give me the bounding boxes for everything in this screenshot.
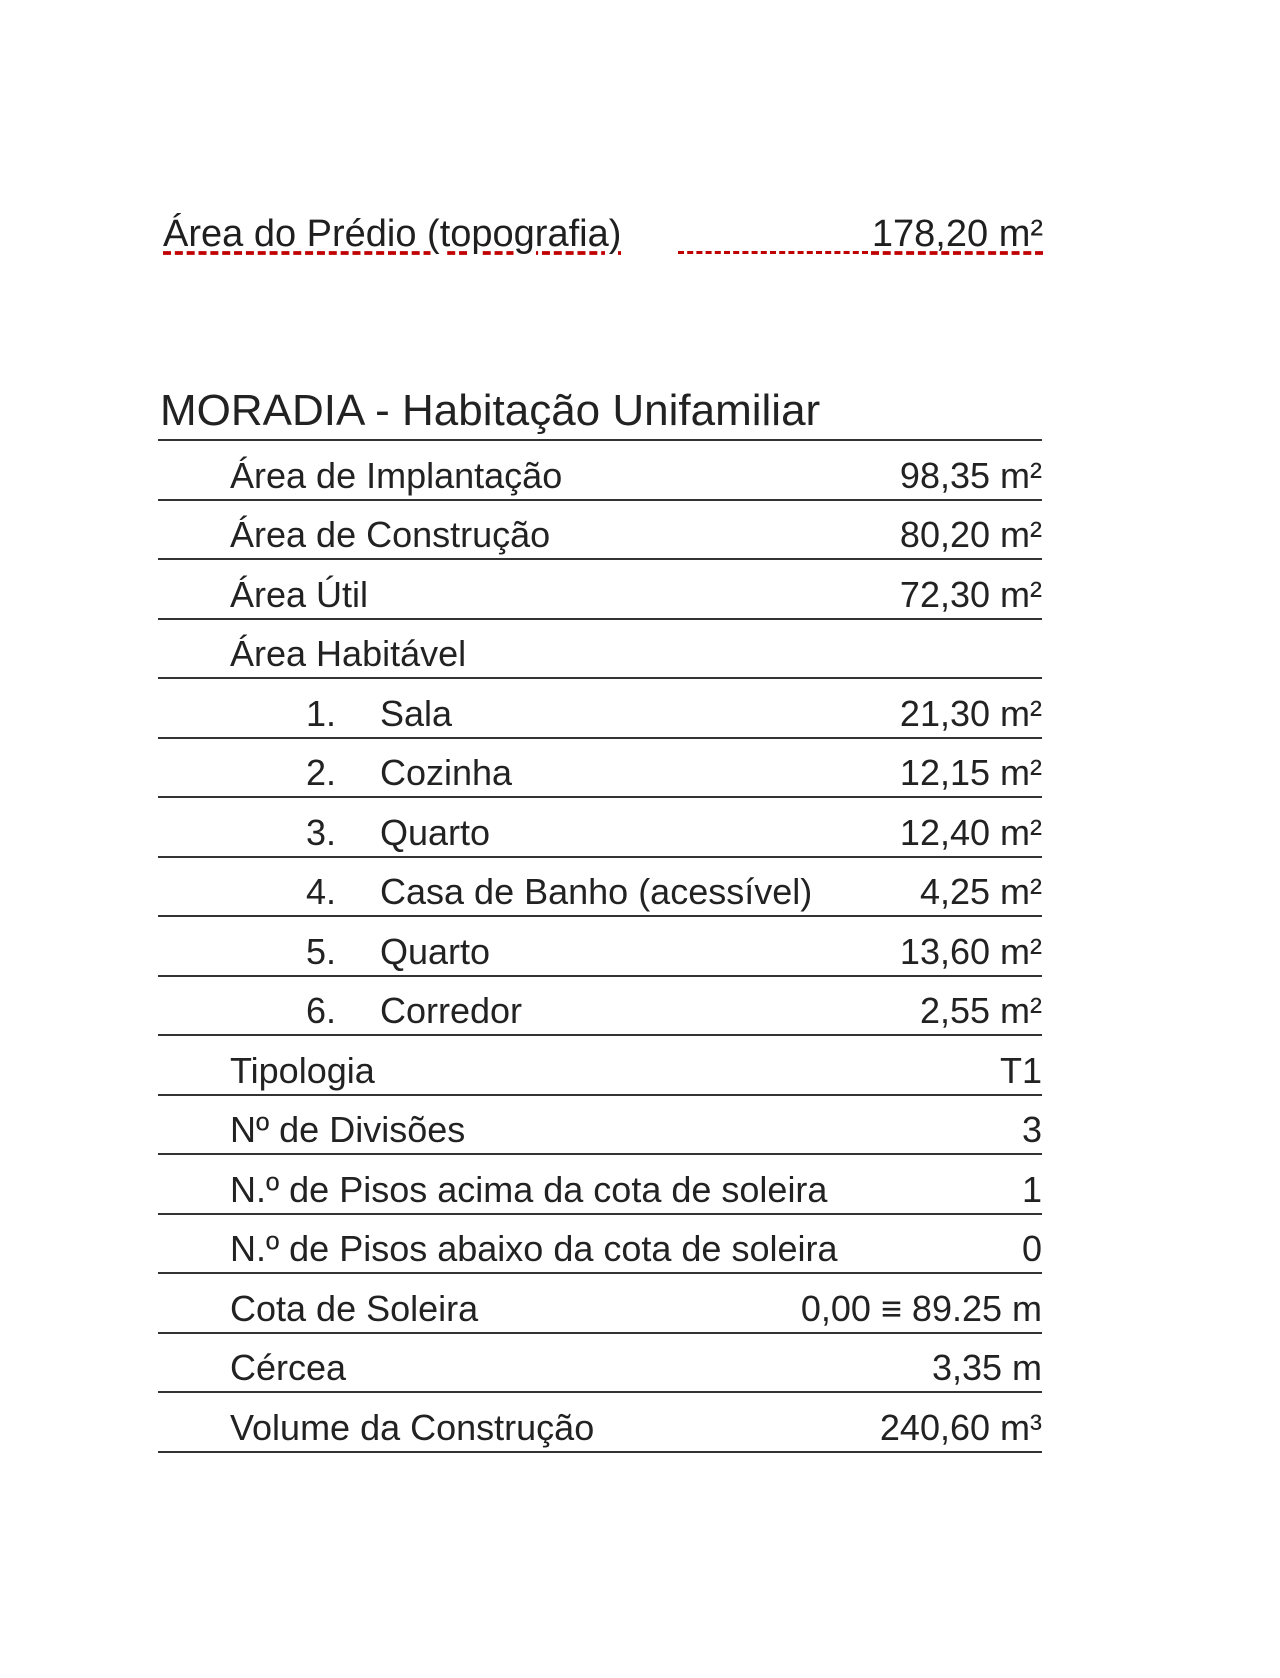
room-label: Quarto bbox=[380, 930, 491, 972]
room-number: 5. bbox=[306, 930, 337, 972]
row-value: 0,00 ≡ 89.25 m bbox=[800, 1287, 1042, 1329]
room-value: 12,40 m² bbox=[899, 811, 1042, 853]
row-label: Cércea bbox=[230, 1347, 347, 1388]
row-label: Nº de Divisões bbox=[230, 1109, 466, 1150]
row-label: Área Útil bbox=[230, 573, 369, 615]
table-row bbox=[158, 1274, 1042, 1334]
row-value: 240,60 m³ bbox=[879, 1406, 1042, 1448]
row-label: Área Habitável bbox=[230, 633, 467, 674]
row-label: Área de Construção bbox=[230, 514, 551, 555]
plot-area-label: Área do Prédio (topografia) bbox=[163, 213, 622, 255]
room-row bbox=[158, 679, 1042, 739]
row-value: 3 bbox=[1021, 1109, 1042, 1150]
dashed-leader bbox=[678, 251, 868, 254]
row-value: 72,30 m² bbox=[899, 573, 1042, 615]
row-label: N.º de Pisos acima da cota de soleira bbox=[230, 1168, 828, 1210]
row-label: N.º de Pisos abaixo da cota de soleira bbox=[230, 1228, 838, 1269]
plot-area-value: 178,20 m² bbox=[871, 213, 1043, 255]
table-row bbox=[158, 501, 1042, 561]
room-label: Quarto bbox=[380, 811, 491, 853]
room-value: 4,25 m² bbox=[919, 871, 1042, 912]
room-value: 12,15 m² bbox=[899, 752, 1042, 793]
room-value: 2,55 m² bbox=[919, 990, 1042, 1031]
table-row bbox=[158, 620, 1042, 680]
room-label: Sala bbox=[380, 692, 453, 734]
room-row bbox=[158, 858, 1042, 918]
table-row bbox=[158, 1215, 1042, 1275]
row-value: 1 bbox=[1021, 1168, 1042, 1210]
row-value: 98,35 m² bbox=[899, 454, 1042, 496]
room-row bbox=[158, 739, 1042, 799]
row-value: 3,35 m bbox=[931, 1347, 1042, 1388]
room-label: Casa de Banho (acessível) bbox=[380, 871, 813, 912]
table-row bbox=[158, 560, 1042, 620]
room-value: 21,30 m² bbox=[899, 692, 1042, 734]
room-value: 13,60 m² bbox=[899, 930, 1042, 972]
room-number: 4. bbox=[306, 871, 337, 912]
room-row bbox=[158, 917, 1042, 977]
room-number: 6. bbox=[306, 990, 337, 1031]
row-value: T1 bbox=[999, 1049, 1042, 1091]
row-label: Tipologia bbox=[230, 1049, 375, 1091]
row-label: Área de Implantação bbox=[230, 454, 563, 496]
table-row bbox=[158, 1036, 1042, 1096]
room-number: 1. bbox=[306, 692, 337, 734]
table-row bbox=[158, 441, 1042, 501]
room-row bbox=[158, 977, 1042, 1037]
room-number: 3. bbox=[306, 811, 337, 853]
row-label: Cota de Soleira bbox=[230, 1287, 479, 1329]
section-title: MORADIA - Habitação Unifamiliar bbox=[158, 383, 1042, 441]
table-row bbox=[158, 1096, 1042, 1156]
row-label: Volume da Construção bbox=[230, 1406, 595, 1448]
area-table bbox=[158, 383, 1042, 1453]
table-row bbox=[158, 1155, 1042, 1215]
row-value: 0 bbox=[1021, 1228, 1042, 1269]
row-value: 80,20 m² bbox=[899, 514, 1042, 555]
room-row bbox=[158, 798, 1042, 858]
room-number: 2. bbox=[306, 752, 337, 793]
room-label: Corredor bbox=[380, 990, 523, 1031]
table-row bbox=[158, 1393, 1042, 1453]
table-row bbox=[158, 1334, 1042, 1394]
room-label: Cozinha bbox=[380, 752, 513, 793]
